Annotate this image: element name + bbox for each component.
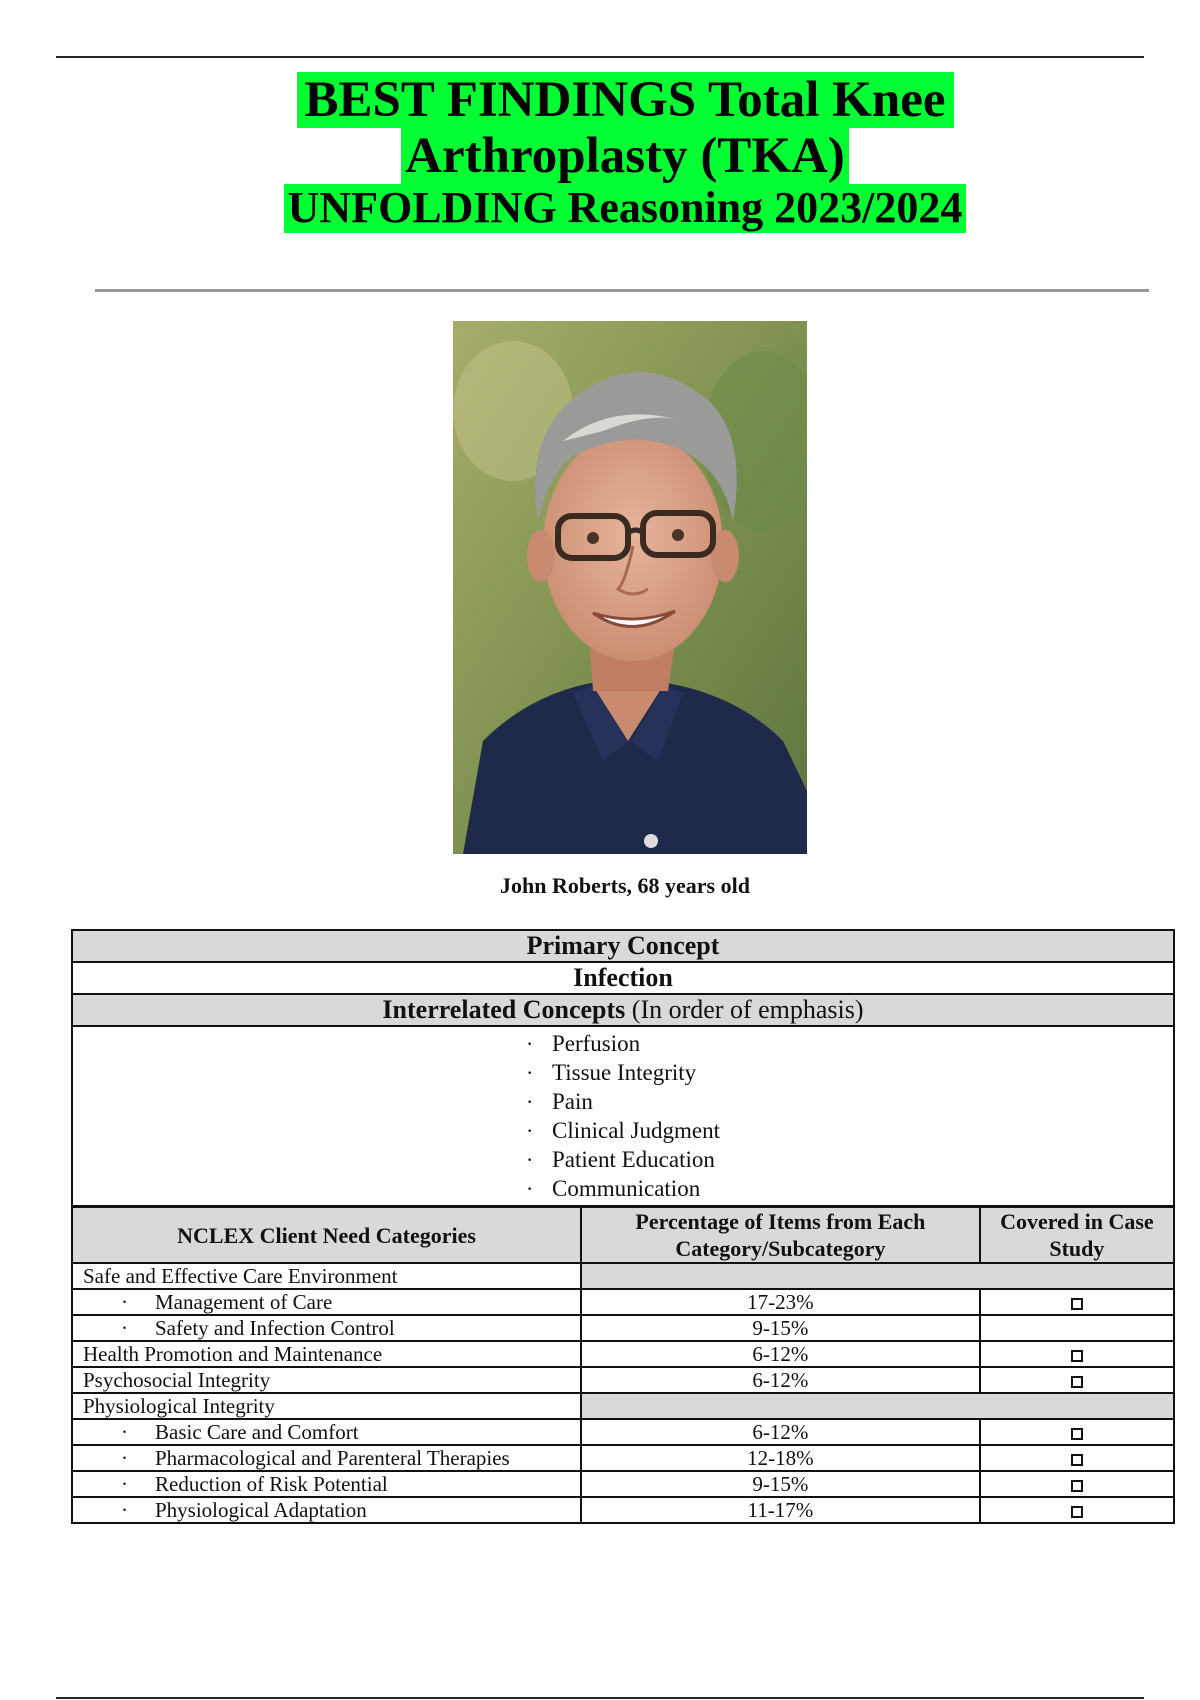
percentage-cell: 9-15% [581,1315,980,1341]
interrelated-header-row [72,994,1174,1026]
percentage-cell: 12-18% [581,1445,980,1471]
covered-cell [980,1445,1174,1471]
bullet-icon: · [121,1316,128,1340]
table-row [72,1367,1174,1393]
patient-caption: John Roberts, 68 years old [500,873,750,898]
interrelated-note: (In order of emphasis) [631,995,864,1024]
covered-cell [980,1315,1174,1341]
percentage-cell: 9-15% [581,1471,980,1497]
title-divider [95,289,1149,292]
bullet-icon: · [121,1472,128,1496]
category-label: Psychosocial Integrity [72,1367,581,1393]
table-row [72,1419,1174,1445]
title-line-1: BEST FINDINGS Total Knee [297,72,954,128]
list-item: · Communication [526,1174,720,1203]
bullet-icon: · [121,1290,128,1314]
subcategory-label-text: Physiological Adaptation [155,1498,367,1522]
list-item: · Clinical Judgment [526,1116,720,1145]
checkbox-icon [1071,1506,1083,1518]
primary-concept-header-row [72,930,1174,962]
table-row [72,1289,1174,1315]
interrelated-list-cell [72,1026,1174,1206]
list-item: · Perfusion [526,1029,720,1058]
checkbox-icon [1071,1480,1083,1492]
covered-cell [980,1471,1174,1497]
subcategory-label-text: Pharmacological and Parenteral Therapies [155,1446,510,1470]
category-label [72,1289,581,1315]
category-label [72,1497,581,1523]
subcategory-label-text: Management of Care [155,1290,333,1314]
column-header-covered: Covered in Case Study [980,1207,1174,1263]
primary-concept-header: Primary Concept [72,930,1174,962]
category-label [72,1419,581,1445]
covered-cell [980,1419,1174,1445]
shaded-spacer-cell [581,1263,1174,1289]
title-line-3: UNFOLDING Reasoning 2023/2024 [284,184,967,232]
subcategory-label-text: Basic Care and Comfort [155,1420,359,1444]
covered-cell [980,1367,1174,1393]
table-row [72,1471,1174,1497]
checkbox-icon [1071,1454,1083,1466]
table-row [72,1263,1174,1289]
checkbox-icon [1071,1428,1083,1440]
category-label: Health Promotion and Maintenance [72,1341,581,1367]
interrelated-header: Interrelated Concepts [382,995,626,1024]
covered-cell [980,1497,1174,1523]
percentage-cell: 6-12% [581,1341,980,1367]
list-item: · Patient Education [526,1145,720,1174]
column-header-categories: NCLEX Client Need Categories [72,1207,581,1263]
bullet-icon: · [121,1446,128,1470]
category-label: Physiological Integrity [72,1393,581,1419]
percentage-cell: 6-12% [581,1419,980,1445]
percentage-cell: 11-17% [581,1497,980,1523]
interrelated-list [526,1027,720,1205]
table-row [72,1497,1174,1523]
nclex-body [72,1263,1174,1523]
percentage-cell: 6-12% [581,1367,980,1393]
interrelated-header-cell [72,994,1174,1026]
covered-cell [980,1289,1174,1315]
interrelated-list-row [72,1026,1174,1206]
column-header-percentage: Percentage of Items from Each Category/Subcategory [581,1207,980,1263]
top-rule [56,56,1144,58]
primary-concept-value: Infection [72,962,1174,994]
list-item: · Pain [526,1087,720,1116]
table-row [72,1445,1174,1471]
category-label [72,1471,581,1497]
bullet-icon: · [121,1420,128,1444]
subcategory-label-text: Safety and Infection Control [155,1316,395,1340]
category-label [72,1445,581,1471]
title-line-2: Arthroplasty (TKA) [401,128,849,184]
table-row [72,1341,1174,1367]
subcategory-label-text: Reduction of Risk Potential [155,1472,388,1496]
covered-cell [980,1341,1174,1367]
shaded-spacer-cell [581,1393,1174,1419]
checkbox-icon [1071,1376,1083,1388]
list-item: · Tissue Integrity [526,1058,720,1087]
patient-photo [453,321,807,854]
primary-concept-row [72,962,1174,994]
nclex-table [71,1206,1175,1524]
category-label: Safe and Effective Care Environment [72,1263,581,1289]
nclex-header-row [72,1207,1174,1263]
document-title [0,72,1200,233]
category-label [72,1315,581,1341]
patient-photo-illustration [453,321,807,854]
checkbox-icon [1071,1350,1083,1362]
table-row [72,1315,1174,1341]
concepts-table [71,929,1175,1207]
checkbox-icon [1071,1298,1083,1310]
bullet-icon: · [121,1498,128,1522]
percentage-cell: 17-23% [581,1289,980,1315]
bottom-rule [56,1697,1144,1699]
table-row [72,1393,1174,1419]
